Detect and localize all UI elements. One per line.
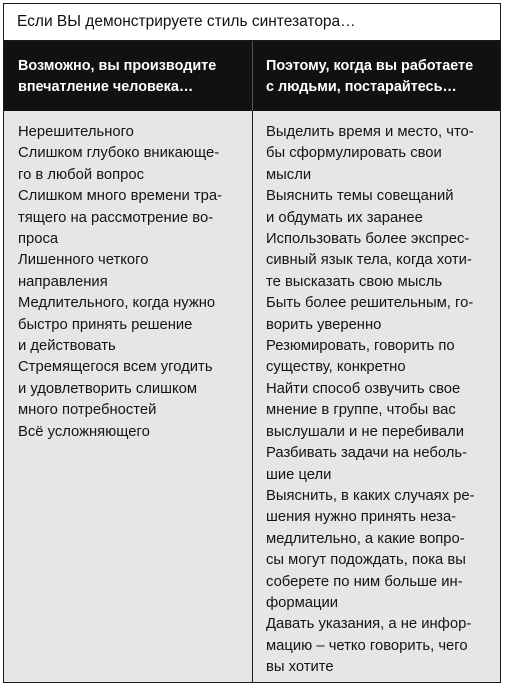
impressions-list <box>18 122 246 443</box>
impression-item <box>18 293 246 357</box>
impression-item-line: направления <box>18 273 108 290</box>
recommendation-item-line: шие цели <box>266 466 332 483</box>
recommendation-item-line: формации <box>266 594 339 611</box>
recommendation-item-line: бы сформулировать свои <box>266 145 442 162</box>
impression-item-line: быстро принять решение <box>18 316 193 333</box>
impression-item-line: Слишком много времени тра- <box>18 188 223 205</box>
recommendation-item-line: вы хотите <box>266 659 334 676</box>
recommendation-item <box>266 336 496 379</box>
impression-item-line: и удовлетворить слишком <box>18 380 198 397</box>
impression-item-line: много потребностей <box>18 402 157 419</box>
impression-item-line: го в любой вопрос <box>18 166 144 183</box>
table-header-row <box>4 41 500 111</box>
header-cell-right <box>253 41 500 111</box>
impression-item-line: Стремящегося всем угодить <box>18 359 213 376</box>
recommendation-item-line: мацию – четко говорить, чего <box>266 637 468 654</box>
recommendation-item-line: Найти способ озвучить свое <box>266 380 461 397</box>
header-left-line: впечатление человека… <box>18 79 194 95</box>
recommendation-item-line: Давать указания, а не инфор- <box>266 616 472 633</box>
recommendation-item-line: те высказать свою мысль <box>266 273 443 290</box>
impression-item-line: и действовать <box>18 338 116 355</box>
impression-item-line: проса <box>18 231 59 248</box>
impression-item <box>18 186 246 250</box>
recommendation-item <box>266 379 496 443</box>
impression-item <box>18 122 246 143</box>
impression-item-line: Слишком глубоко вникающе- <box>18 145 220 162</box>
recommendation-item <box>266 229 496 293</box>
table-body-row <box>4 111 500 682</box>
header-right-line: Поэтому, когда вы работаете <box>266 58 474 74</box>
impression-item <box>18 143 246 186</box>
recommendation-item <box>266 293 496 336</box>
recommendation-item <box>266 122 496 186</box>
header-right-line: с людьми, постарайтесь… <box>266 79 457 95</box>
recommendation-item-line: соберете по ним больше ин- <box>266 573 463 590</box>
recommendation-item-line: Выяснить темы совещаний <box>266 188 454 205</box>
recommendation-item-line: Разбивать задачи на неболь- <box>266 445 468 462</box>
recommendation-item-line: шения нужно принять неза- <box>266 509 457 526</box>
impression-item-line: Всё усложняющего <box>18 423 150 440</box>
header-cell-left <box>4 41 252 111</box>
recommendation-item-line: Использовать более экспрес- <box>266 231 470 248</box>
impression-item-line: Нерешительного <box>18 124 134 140</box>
header-left-line: Возможно, вы производите <box>18 58 217 74</box>
recommendation-item-line: сы могут подождать, пока вы <box>266 552 466 569</box>
impression-item <box>18 422 246 443</box>
recommendation-item-line: существу, конкретно <box>266 359 406 376</box>
recommendation-item-line: выслушали и не перебивали <box>266 423 465 440</box>
impression-item <box>18 357 246 421</box>
recommendation-item-line: Выяснить, в каких случаях ре- <box>266 487 475 504</box>
recommendation-item <box>266 614 496 678</box>
impression-item-line: Медлительного, когда нужно <box>18 295 216 312</box>
recommendation-item <box>266 486 496 614</box>
recommendation-item-line: и обдумать их заранее <box>266 209 423 226</box>
recommendation-item-line: мысли <box>266 166 312 183</box>
recommendation-item-line: мнение в группе, чтобы вас <box>266 402 456 419</box>
recommendation-item-line: сивный язык тела, когда хоти- <box>266 252 472 269</box>
recommendation-item-line: Быть более решительным, го- <box>266 295 474 312</box>
recommendations-list <box>266 122 496 679</box>
column-divider <box>252 111 253 682</box>
recommendation-item <box>266 443 496 486</box>
recommendation-item-line: Выделить время и место, что- <box>266 124 474 140</box>
table-frame <box>3 3 501 683</box>
impression-item <box>18 250 246 293</box>
recommendation-item <box>266 186 496 229</box>
impression-item-line: тящего на рассмотрение во- <box>18 209 214 226</box>
table-title: Если ВЫ демонстрируете стиль синтезатора… <box>4 4 500 41</box>
impression-item-line: Лишенного четкого <box>18 252 149 269</box>
recommendation-item-line: Резюмировать, говорить по <box>266 338 455 355</box>
recommendation-item-line: ворить уверенно <box>266 316 382 333</box>
recommendation-item-line: медлительно, а какие вопро- <box>266 530 465 547</box>
